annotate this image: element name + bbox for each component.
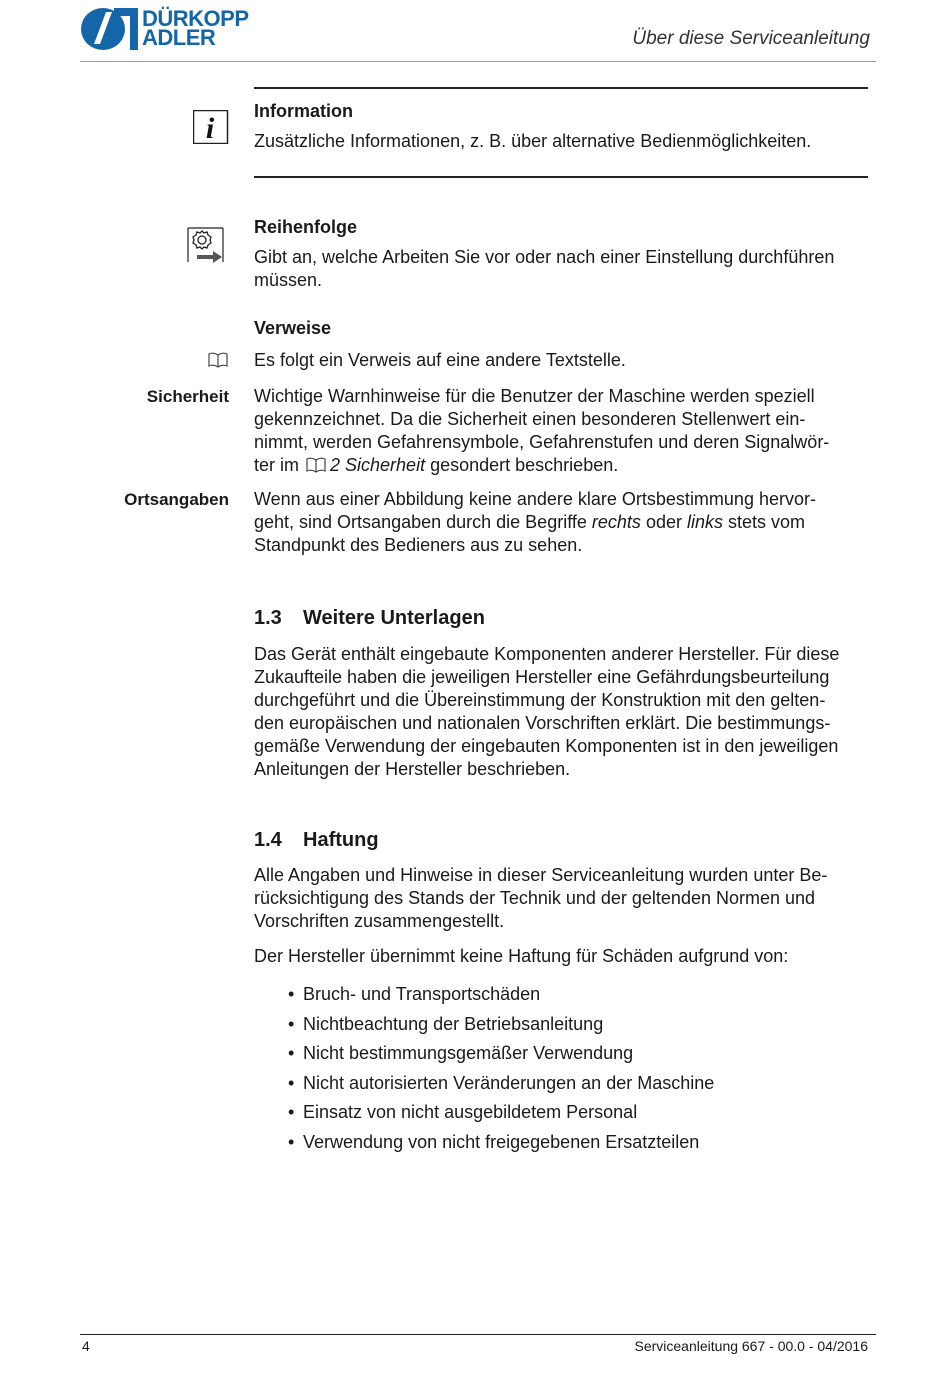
list-item: • Nichtbeachtung der Betriebsanleitung	[288, 1013, 604, 1034]
information-text: Zusätzliche Informationen, z. B. über alternative Bedienmöglichkeiten.	[254, 131, 812, 151]
reihenfolge-block	[254, 216, 868, 292]
ortsangaben-term-links: links	[687, 512, 724, 532]
list-item: • Bruch- und Transportschäden	[288, 984, 541, 1004]
info-rule-top	[254, 87, 868, 89]
reihenfolge-line-1: Gibt an, welche Arbeiten Sie vor oder nach einer Einstellung durchführen	[254, 247, 835, 267]
sicherheit-line-1: Wichtige Warnhinweise für die Benutzer der Maschine werden speziell	[254, 386, 815, 406]
section-1-4-line: Vorschriften zusammengestellt.	[254, 911, 505, 931]
section-1-3-line: Anleitungen der Hersteller beschrieben.	[254, 759, 571, 779]
verweise-block	[254, 317, 868, 372]
section-1-4-line: Alle Angaben und Hinweise in dieser Serviceanleitung wurden unter Be-	[254, 865, 828, 885]
section-1-3-text	[254, 643, 868, 781]
ortsangaben-line-2-b: oder	[645, 512, 682, 532]
page-footer	[80, 1334, 876, 1356]
ortsangaben-line-2-c: stets vom	[728, 512, 806, 532]
logo-wordmark	[142, 6, 249, 50]
ortsangaben-line-3: Standpunkt des Bedieners aus zu sehen.	[254, 535, 583, 555]
section-1-3-title: Weitere Unterlagen	[303, 607, 485, 629]
reihenfolge-line-2: müssen.	[254, 270, 323, 290]
liability-exclusion-list	[288, 983, 868, 1160]
bullet-icon: •	[288, 1102, 295, 1122]
ortsangaben-label: Ortsangaben	[124, 490, 229, 509]
information-title: Information	[254, 101, 353, 121]
section-1-4-para-1	[254, 864, 868, 933]
verweise-text: Es folgt ein Verweis auf eine andere Textstelle.	[254, 350, 626, 370]
section-1-3-line: gemäße Verwendung der eingebauten Komponenten ist in den jeweiligen	[254, 736, 839, 756]
section-1-4-line: rücksichtigung des Stands der Technik und der geltenden Normen und	[254, 888, 816, 908]
duerkopp-adler-logo	[80, 6, 270, 54]
bullet-icon: •	[288, 1013, 295, 1034]
info-rule-bottom	[254, 176, 868, 178]
section-1-3-line: den europäischen und nationalen Vorschriften erklärt. Die bestimmungs-	[254, 713, 831, 733]
section-1-3-heading	[254, 607, 485, 630]
list-item: • Nicht autorisierten Veränderungen an der Maschine	[288, 1072, 715, 1093]
ortsangaben-term-rechts: rechts	[591, 512, 641, 532]
ortsangaben-block	[254, 488, 868, 557]
section-1-4-number: 1.4	[254, 829, 282, 851]
sicherheit-line-4-end: gesondert beschrieben.	[430, 455, 619, 475]
section-1-4-title: Haftung	[303, 829, 379, 851]
section-1-3-line: Zukaufteile haben die jeweiligen Hersteller eine Gefährdungsbeurteilung	[254, 667, 830, 687]
reihenfolge-title: Reihenfolge	[254, 217, 358, 237]
logo-mark-icon	[80, 6, 138, 52]
ortsangaben-line-2-a: geht, sind Ortsangaben durch die Begriffe	[254, 512, 587, 532]
bullet-icon: •	[288, 1043, 295, 1063]
section-1-3-number: 1.3	[254, 607, 282, 629]
page-header	[80, 0, 876, 62]
ortsangaben-line-1: Wenn aus einer Abbildung keine andere klare Ortsbestimmung hervor-	[254, 489, 816, 509]
section-1-4-heading	[254, 829, 379, 852]
section-1-3-line: Das Gerät enthält eingebaute Komponenten anderer Hersteller. Für diese	[254, 644, 840, 664]
section-1-4-para-2: Der Hersteller übernimmt keine Haftung für Schäden aufgrund von:	[254, 946, 789, 966]
information-block	[254, 100, 868, 153]
svg-text:i: i	[205, 112, 215, 144]
sicherheit-line-3: nimmt, werden Gefahrensymbole, Gefahrenstufen und deren Signalwör-	[254, 432, 830, 452]
bullet-icon: •	[288, 1131, 295, 1152]
list-item: • Nicht bestimmungsgemäßer Verwendung	[288, 1043, 634, 1063]
sicherheit-label: Sicherheit	[146, 387, 229, 406]
sicherheit-block	[254, 385, 868, 479]
sicherheit-line-4-start: ter im	[254, 455, 299, 475]
list-item: • Einsatz von nicht ausgebildetem Personal	[288, 1102, 638, 1122]
information-icon	[193, 110, 229, 149]
sicherheit-line-2: gekennzeichnet. Da die Sicherheit einen besonderen Stellenwert ein-	[254, 409, 806, 429]
ortsangaben-line-2	[254, 511, 868, 534]
section-1-3-line: durchgeführt und die Übereinstimmung der Konstruktion mit den gelten-	[254, 690, 826, 710]
logo-line-2: ADLER	[142, 25, 216, 50]
running-head: Über diese Serviceanleitung	[632, 28, 870, 49]
bullet-icon: •	[288, 984, 295, 1004]
book-reference-icon	[306, 456, 326, 479]
book-reference-icon	[208, 352, 228, 373]
logo-line-1: DÜRKOPP	[142, 6, 249, 31]
sicherheit-cross-reference-link[interactable]: 2 Sicherheit	[330, 455, 426, 475]
list-item: • Verwendung von nicht freigegebenen Ersatzteilen	[288, 1131, 700, 1152]
bullet-icon: •	[288, 1072, 295, 1093]
sicherheit-line-4	[254, 454, 868, 479]
page-number: 4	[82, 1338, 90, 1354]
verweise-title: Verweise	[254, 318, 332, 338]
gear-arrow-icon	[187, 227, 225, 268]
document-reference: Serviceanleitung 667 - 00.0 - 04/2016	[634, 1338, 868, 1354]
